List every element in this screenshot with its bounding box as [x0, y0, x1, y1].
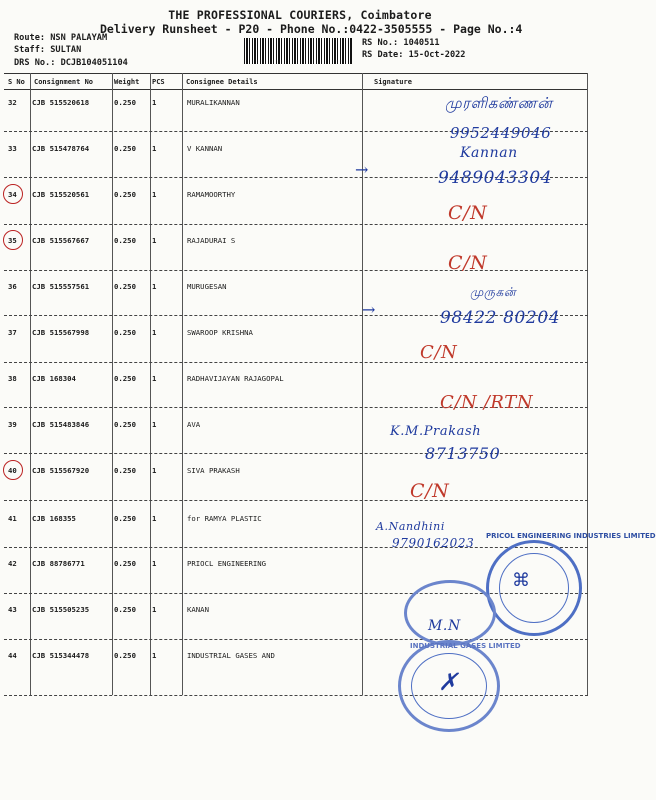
row-sno: 37 [8, 328, 17, 337]
row-sno: 38 [8, 374, 17, 383]
row-consignee: MURUGESAN [187, 282, 227, 291]
row-pcs: 1 [152, 144, 157, 153]
arrow-icon: → [355, 160, 370, 179]
handwritten-signature: M.N [428, 618, 461, 634]
row-weight: 0.250 [114, 282, 136, 291]
arrow-icon: → [362, 300, 377, 319]
row-pcs: 1 [152, 651, 157, 660]
row-consignment: CJB 515567667 [32, 236, 90, 245]
table-header-border [4, 89, 588, 90]
row-weight: 0.250 [114, 144, 136, 153]
row-divider [4, 695, 588, 696]
handwritten-signature: Kannan [460, 145, 518, 161]
col-weight: Weight [114, 78, 140, 86]
row-consignee: MURALIKANNAN [187, 98, 240, 107]
row-pcs: 1 [152, 328, 157, 337]
row-consignee: RAMAMOORTHY [187, 190, 236, 199]
row-pcs: 1 [152, 98, 157, 107]
cn-mark: C/N [420, 342, 458, 363]
col-signature: Signature [374, 78, 412, 86]
handwritten-signature: முரளிகண்ணன் [445, 94, 553, 112]
handwritten-phone: 9790162023 [392, 536, 475, 550]
row-divider [4, 224, 588, 225]
stamp-signature-icon: ✗ [438, 668, 459, 696]
handwritten-phone: 8713750 [425, 444, 501, 463]
row-divider [4, 547, 588, 548]
row-consignee: RADHAVIJAYAN RAJAGOPAL [187, 374, 284, 383]
handwritten-signature: K.M.Prakash [390, 424, 482, 439]
route-label: Route: NSN PALAYAM [14, 33, 108, 43]
handwritten-signature: முருகன் [470, 285, 517, 299]
row-pcs: 1 [152, 514, 157, 523]
row-sno: 32 [8, 98, 17, 107]
row-weight: 0.250 [114, 236, 136, 245]
row-consignee: V KANNAN [187, 144, 223, 153]
row-sno: 36 [8, 282, 17, 291]
row-pcs: 1 [152, 374, 157, 383]
handwritten-signature: A.Nandhini [376, 520, 445, 533]
row-consignment: CJB 515567998 [32, 328, 90, 337]
cn-mark: C/N [448, 202, 488, 224]
row-pcs: 1 [152, 190, 157, 199]
row-consignment: CJB 168304 [32, 374, 76, 383]
row-divider [4, 500, 588, 501]
col-details: Consignee Details [186, 78, 258, 86]
industrial-stamp-text: INDUSTRIAL GASES LIMITED [410, 642, 521, 650]
pricol-stamp [486, 540, 582, 636]
col-sno: S No [8, 78, 25, 86]
col-consignment: Consignment No [34, 78, 94, 86]
row-weight: 0.250 [114, 374, 136, 383]
cn-mark: C/N [448, 252, 488, 274]
row-pcs: 1 [152, 236, 157, 245]
row-consignee: INDUSTRIAL GASES AND [187, 651, 275, 660]
row-consignment: CJB 515505235 [32, 605, 90, 614]
handwritten-phone: 9489043304 [438, 168, 553, 188]
row-consignment: CJB 515557561 [32, 282, 90, 291]
row-sno: 40 [8, 466, 17, 475]
row-weight: 0.250 [114, 466, 136, 475]
row-consignee: for RAMYA PLASTIC [187, 514, 262, 523]
handwritten-phone: 9952449046 [450, 124, 552, 142]
drs-number: DRS No.: DCJB104051104 [14, 58, 128, 68]
row-weight: 0.250 [114, 328, 136, 337]
row-pcs: 1 [152, 605, 157, 614]
row-consignment: CJB 515520561 [32, 190, 90, 199]
row-sno: 34 [8, 190, 17, 199]
row-consignment: CJB 515483846 [32, 420, 90, 429]
table-top-border [4, 73, 588, 74]
row-weight: 0.250 [114, 559, 136, 568]
row-consignment: CJB 515478764 [32, 144, 90, 153]
row-weight: 0.250 [114, 98, 136, 107]
row-consignee: PRIOCL ENGINEERING [187, 559, 267, 568]
row-pcs: 1 [152, 466, 157, 475]
row-consignee: SIVA PRAKASH [187, 466, 240, 475]
row-divider [4, 362, 588, 363]
row-weight: 0.250 [114, 651, 136, 660]
row-consignee: AVA [187, 420, 201, 429]
rs-date: RS Date: 15-Oct-2022 [362, 50, 466, 60]
row-sno: 35 [8, 236, 17, 245]
row-pcs: 1 [152, 282, 157, 291]
row-sno: 42 [8, 559, 17, 568]
staff-label: Staff: SULTAN [14, 45, 82, 55]
row-divider [4, 270, 588, 271]
stamp-signature-icon: ⌘ [512, 570, 531, 591]
company-title: THE PROFESSIONAL COURIERS, Coimbatore [168, 8, 432, 22]
row-divider [4, 639, 588, 640]
row-consignment: CJB 168355 [32, 514, 76, 523]
handwritten-phone: 98422 80204 [440, 308, 561, 328]
row-weight: 0.250 [114, 605, 136, 614]
row-consignment: CJB 515520618 [32, 98, 90, 107]
rs-number: RS No.: 1040511 [362, 38, 440, 48]
pricol-stamp-text: PRICOL ENGINEERING INDUSTRIES LIMITED [486, 532, 656, 540]
row-weight: 0.250 [114, 514, 136, 523]
row-sno: 41 [8, 514, 17, 523]
row-consignment: CJB 515567920 [32, 466, 90, 475]
runsheet-subtitle: Delivery Runsheet - P20 - Phone No.:0422-3505555 - Page No.:4 [100, 22, 523, 36]
cn-mark: C/N /RTN [440, 392, 534, 413]
row-sno: 43 [8, 605, 17, 614]
stamp-ring [499, 553, 569, 623]
table-row [0, 645, 600, 691]
row-consignee: SWAROOP KRISHNA [187, 328, 253, 337]
row-consignment: CJB 88786771 [32, 559, 85, 568]
row-weight: 0.250 [114, 420, 136, 429]
row-weight: 0.250 [114, 190, 136, 199]
industrial-gases-stamp [404, 580, 496, 646]
row-sno: 39 [8, 420, 17, 429]
row-consignee: RAJADURAI S [187, 236, 236, 245]
row-sno: 44 [8, 651, 17, 660]
barcode [244, 38, 352, 64]
row-sno: 33 [8, 144, 17, 153]
row-pcs: 1 [152, 559, 157, 568]
cn-mark: C/N [410, 480, 450, 502]
row-consignee: KANAN [187, 605, 209, 614]
row-consignment: CJB 515344478 [32, 651, 90, 660]
row-pcs: 1 [152, 420, 157, 429]
col-pcs: PCS [152, 78, 165, 86]
